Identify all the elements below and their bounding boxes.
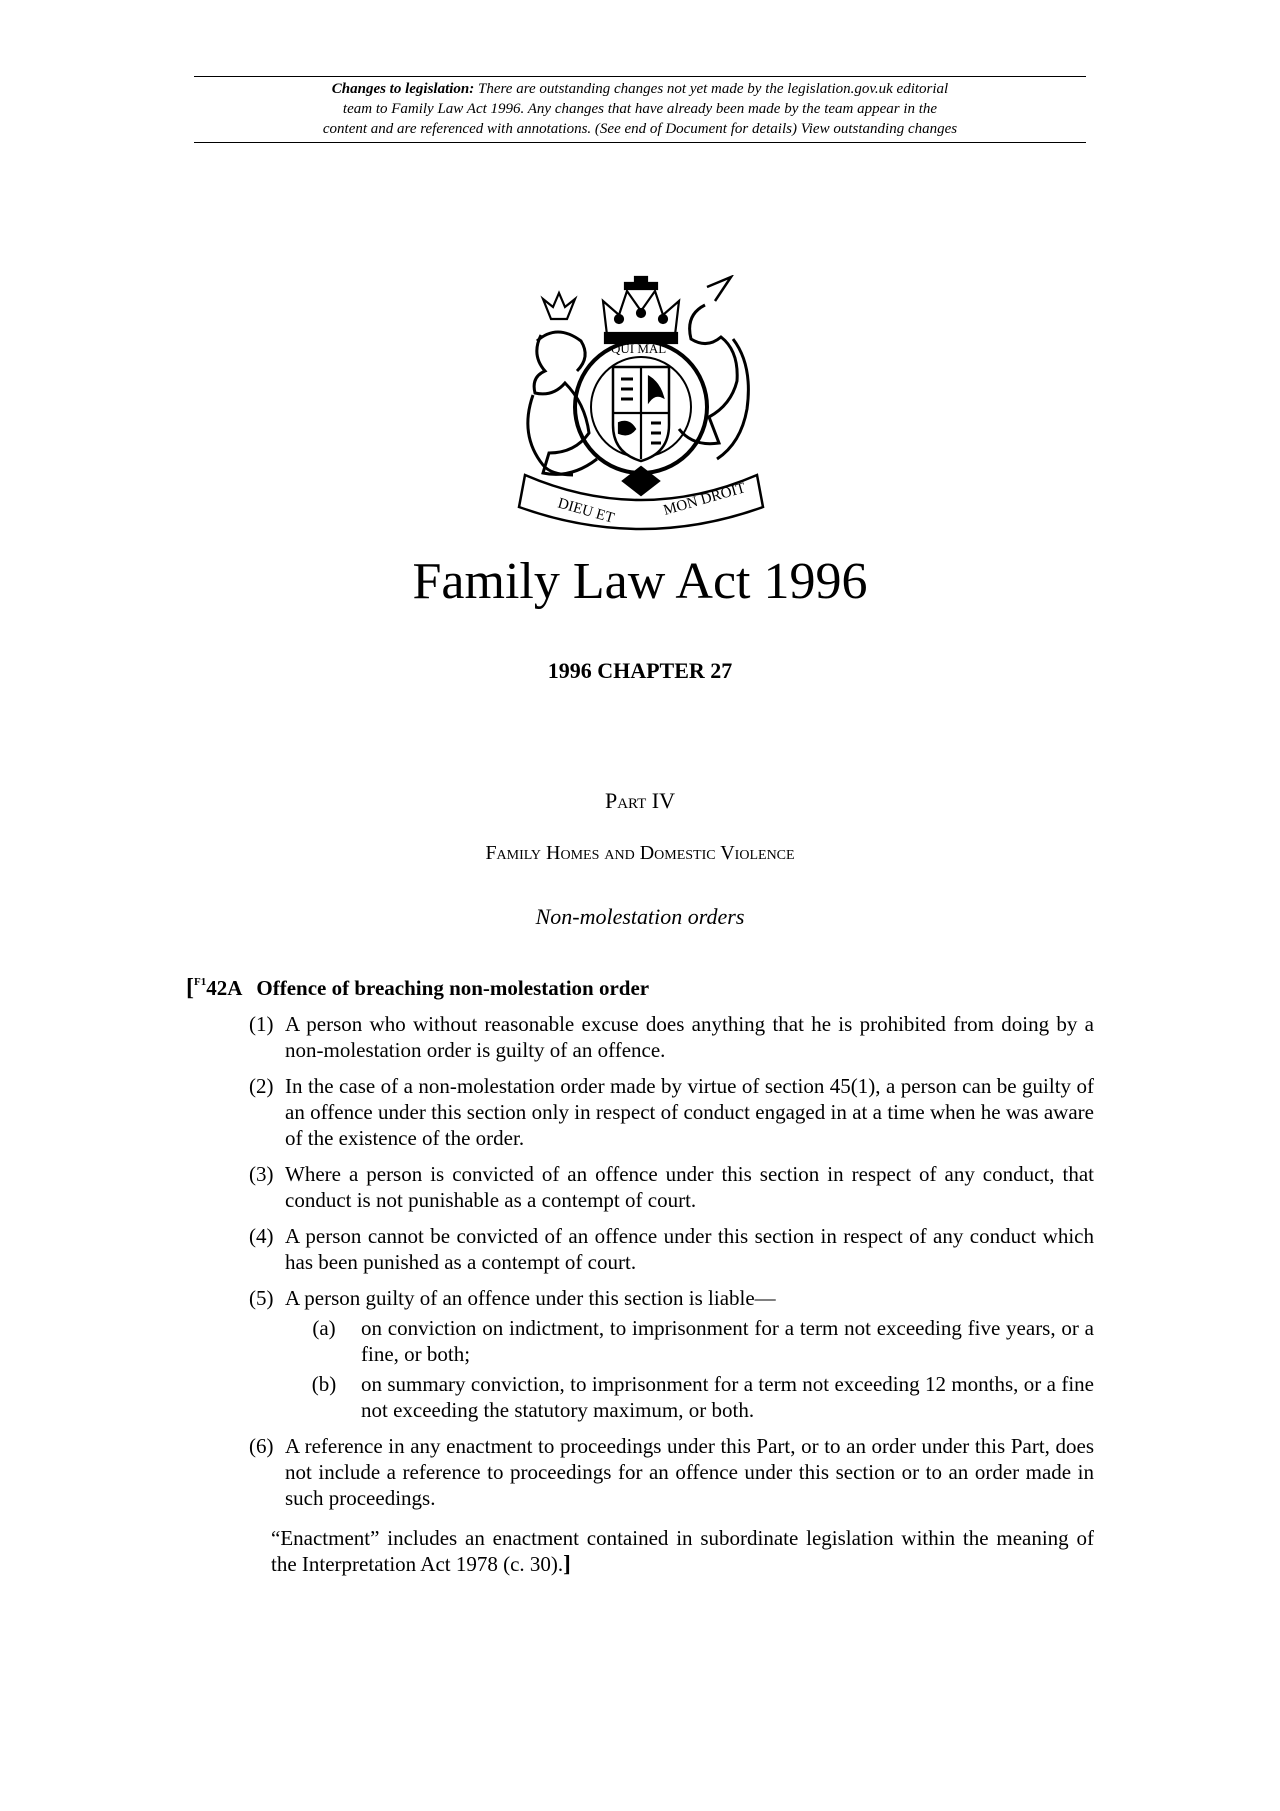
paragraph-number: (b) [311, 1372, 337, 1396]
section-title: Offence of breaching non-molestation order [256, 976, 650, 1000]
subsection-content [285, 1285, 1094, 1423]
subsection-4 [249, 1223, 1094, 1275]
motto-right: MON DROIT [661, 480, 748, 519]
section-heading [186, 970, 649, 1002]
part-title: Family Homes and Domestic Violence [485, 842, 795, 864]
paragraph-text: on conviction on indictment, to imprisonment for a term not exceeding five years, or a fine, or both; [361, 1316, 1094, 1366]
banner-text-3: content and are referenced with annotations. (See end of Document for details) [322, 121, 797, 137]
subsection-text: Where a person is convicted of an offence under this section in respect of any conduct, that conduct is not punishable as a contempt of court. [285, 1162, 1094, 1212]
paragraph-b [285, 1371, 1094, 1423]
annotation-open-bracket: [ [186, 975, 194, 1001]
subsection-1 [249, 1011, 1094, 1063]
subsection-number: (4) [249, 1224, 274, 1248]
paragraph-text: on summary conviction, to imprisonment for a term not exceeding 12 months, or a fine not exceeding the statutory maximum, or both. [361, 1372, 1094, 1422]
subsection-number: (6) [249, 1434, 274, 1458]
chapter-number: 1996 CHAPTER 27 [547, 658, 733, 683]
subsection-text: A person who without reasonable excuse does anything that he is prohibited from doing by a non-molestation order is guilty of an offence. [285, 1012, 1094, 1062]
banner-text-1: There are outstanding changes not yet made by the legislation.gov.uk editorial [478, 81, 949, 97]
subsection-text: A person cannot be convicted of an offence under this section in respect of any conduct which has been punished as a contempt of court. [285, 1224, 1094, 1274]
subsection-number: (5) [249, 1286, 274, 1310]
subsection-text: A person guilty of an offence under this section is liable— [285, 1286, 776, 1310]
subsection-5 [249, 1285, 1094, 1423]
part-number: Part IV [604, 788, 676, 813]
crossheading: Non-molestation orders [535, 904, 745, 929]
paragraph-a [285, 1315, 1094, 1367]
subsection-number: (1) [249, 1012, 274, 1036]
royal-coat-of-arms-icon [507, 275, 775, 535]
subsection-6 [249, 1433, 1094, 1511]
banner-line-3 [194, 119, 1086, 139]
paragraph-number: (a) [312, 1316, 336, 1340]
definition-text: “Enactment” includes an enactment contained in subordinate legislation within the meaning of the Interpretation Act 1978 (c. 30). [271, 1526, 1094, 1576]
section-body [249, 1011, 1094, 1577]
banner-line-2: team to Family Law Act 1996. Any changes that have already been made by the team appear in the [342, 101, 938, 117]
view-outstanding-changes-link[interactable]: View outstanding changes [800, 121, 958, 137]
subsection-number: (2) [249, 1074, 274, 1098]
subsection-number: (3) [249, 1162, 274, 1186]
subsection-3 [249, 1161, 1094, 1213]
subsection-2 [249, 1073, 1094, 1151]
definition-enactment [271, 1525, 1094, 1577]
motto-left: DIEU ET [555, 495, 616, 527]
annotation-reference-link[interactable]: F1 [194, 976, 207, 988]
annotation-close-bracket: ] [563, 1551, 571, 1576]
banner-label: Changes to legislation: [331, 81, 475, 97]
document-title: Family Law Act 1996 [412, 553, 868, 610]
subsection-text: In the case of a non-molestation order made by virtue of section 45(1), a person can be guilty of an offence under this section only in respect of conduct engaged in at a time when he was aware of the existence of the order. [285, 1074, 1094, 1150]
banner-line-1 [194, 79, 1086, 99]
subsection-text: A reference in any enactment to proceedings under this Part, or to an order under this Part, does not include a reference to proceedings for an offence under this section or to an order made in such proceedings. [285, 1434, 1094, 1510]
changes-banner [194, 76, 1086, 143]
garter-text: QUI MAL [611, 341, 667, 356]
section-number: 42A [206, 976, 243, 1000]
